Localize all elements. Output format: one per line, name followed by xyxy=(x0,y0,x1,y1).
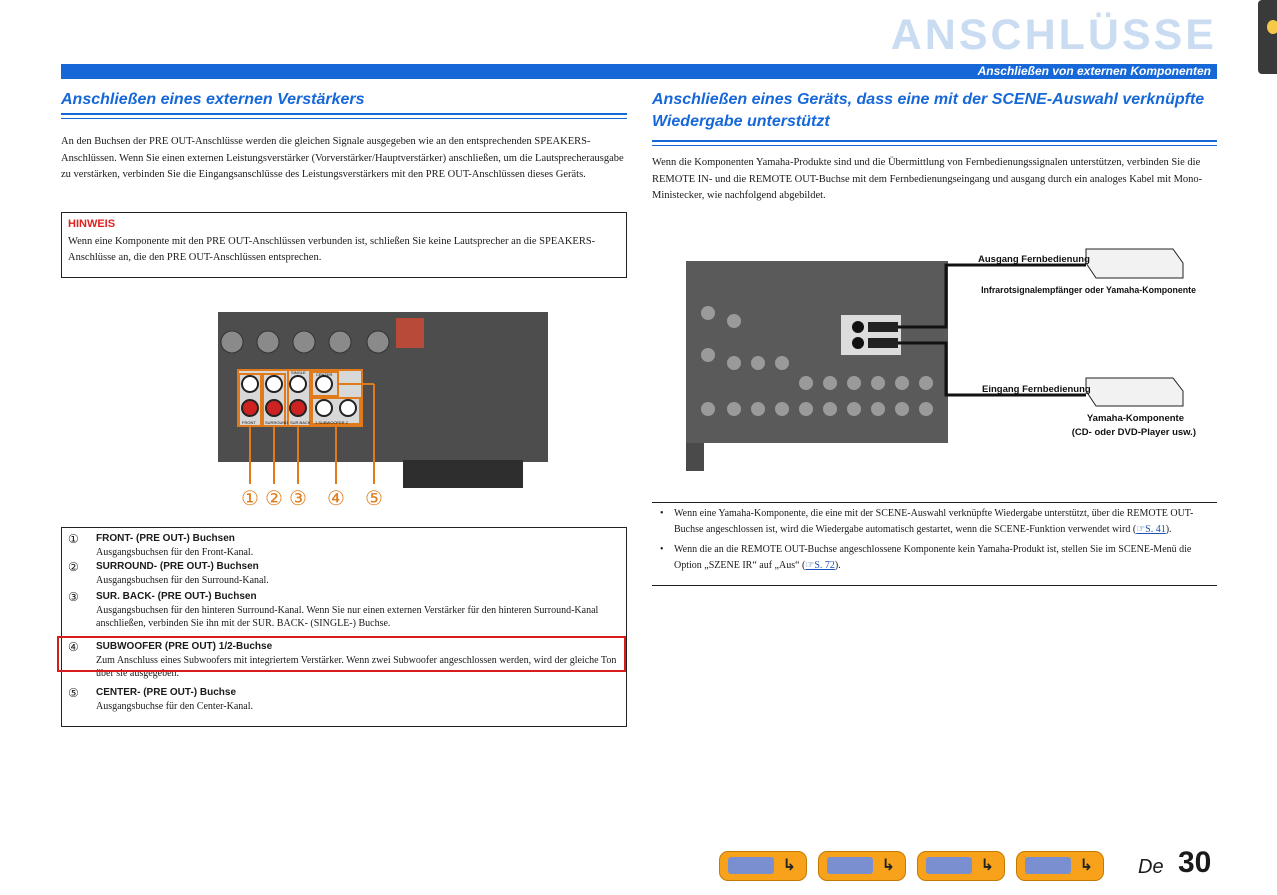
right-title-rule xyxy=(652,140,1217,146)
note-text: Wenn eine Yamaha-Komponente, die eine mit der SCENE-Auswahl verknüpfte Wiedergabe unterstützt, über die REMOTE OUT-Buchse angeschlossen ist, wird die Wiedergabe automatisch gestartet, wenn die SCENE-Funktion verwendet wird ( xyxy=(674,508,1194,535)
nav-menu-button[interactable] xyxy=(818,851,906,881)
item-desc: Ausgangsbuchsen für den Surround-Kanal. xyxy=(96,575,269,586)
note-text: Wenn die an die REMOTE OUT-Buchse angeschlossene Komponente kein Yamaha-Produkt ist, stellen Sie im SCENE-Menü die Option „SZENE IR“ auf „Aus“ ( xyxy=(674,544,1192,571)
return-arrow-icon: ↳ xyxy=(782,855,796,874)
device-ir-receiver xyxy=(1086,249,1183,278)
item-number: ② xyxy=(68,560,79,574)
right-title-line-1: Anschließen eines Geräts, dass eine mit der SCENE-Auswahl verknüpfte xyxy=(652,91,1205,108)
label-surround: SURROUND xyxy=(265,420,289,425)
left-section-title: Anschließen eines externen Verstärkers xyxy=(61,91,365,108)
hinweis-box xyxy=(61,212,627,278)
page-ref-link[interactable]: ☞S. 72 xyxy=(805,560,835,571)
note-text-end: ). xyxy=(834,560,841,571)
nav-remote-button[interactable] xyxy=(1016,851,1104,881)
label-remote-in: Eingang Fernbedienung xyxy=(982,384,1091,395)
label-device-1: Infrarotsignalempfänger oder Yamaha-Komponente xyxy=(981,285,1196,295)
callout-4: ④ xyxy=(327,486,345,510)
notes-box xyxy=(652,502,1217,586)
device-yamaha-component xyxy=(1086,378,1183,406)
item-title: FRONT- (PRE OUT-) Buchsen xyxy=(96,533,235,544)
receiver-foot xyxy=(686,443,704,471)
side-tab[interactable] xyxy=(1258,0,1277,74)
label-device-2-sub: (CD- oder DVD-Player usw.) xyxy=(1071,427,1196,438)
language-code: De xyxy=(1138,856,1164,878)
bullet-icon: • xyxy=(660,544,664,555)
note-text-end: ). xyxy=(1165,524,1172,535)
item-desc: Ausgangsbuchsen für den Front-Kanal. xyxy=(96,547,254,558)
page-title: ANSCHLÜSSE xyxy=(890,11,1217,59)
label-device-2: Yamaha-Komponente xyxy=(1086,413,1184,424)
callout-1: ① xyxy=(241,486,259,510)
left-title-rule xyxy=(61,113,627,119)
right-title-line-2: Wiedergabe unterstützt xyxy=(652,113,830,130)
highlight-box xyxy=(57,636,626,672)
hinweis-title: HINWEIS xyxy=(68,218,116,230)
item-desc: Zum Anschluss eines Subwoofers mit integriertem Verstärker. Wenn zwei Subwoofer angeschlossen werden, wird der gleiche Ton über sie ausgegeben. xyxy=(96,655,617,679)
nav-display-button[interactable] xyxy=(917,851,1005,881)
setup-nav-icon xyxy=(728,857,774,874)
label-front: FRONT xyxy=(242,420,256,425)
receiver-rear-panel xyxy=(686,261,948,443)
remote-nav-icon xyxy=(1025,857,1071,874)
item-desc: Ausgangsbuchse für den Center-Kanal. xyxy=(96,701,253,712)
return-arrow-icon: ↳ xyxy=(1079,855,1093,874)
item-title: SURROUND- (PRE OUT-) Buchsen xyxy=(96,561,259,572)
item-title: SUR. BACK- (PRE OUT-) Buchsen xyxy=(96,591,257,602)
speaker-impedance-switch xyxy=(396,318,424,348)
lightbulb-icon xyxy=(1267,20,1277,34)
mini-plug-out xyxy=(868,322,898,332)
pre-out-list xyxy=(61,527,627,727)
page-number: 30 xyxy=(1178,846,1212,879)
item-number: ⑤ xyxy=(68,686,79,700)
header-bar xyxy=(61,64,1217,79)
menu-nav-icon xyxy=(827,857,873,874)
callout-3: ③ xyxy=(289,486,307,510)
nav-setup-button[interactable] xyxy=(719,851,807,881)
return-arrow-icon: ↳ xyxy=(980,855,994,874)
right-section-title xyxy=(652,89,1217,133)
item-number: ③ xyxy=(68,590,79,604)
item-title: CENTER- (PRE OUT-) Buchse xyxy=(96,687,237,698)
remote-out-jack xyxy=(852,337,864,349)
right-intro-text: Wenn die Komponenten Yamaha-Produkte sind und die Übermittlung von Fernbedienungssignalen unterstützen, verbinden Sie die REMOTE IN- und die REMOTE OUT-Buchse mit dem Fernbedienungseingang und ausgang durch ein analoges Kabel mit Mono-Ministecker, wie nachfolgend abgebildet. xyxy=(652,157,1203,201)
label-single: SINGLE xyxy=(291,370,306,375)
label-subwoofer: 1 SUBWOOFER 2 xyxy=(315,420,348,425)
receiver-foot xyxy=(403,460,523,488)
item-title: SUBWOOFER (PRE OUT) 1/2-Buchse xyxy=(96,641,273,652)
remote-jack-panel xyxy=(841,315,901,355)
mini-plug-in xyxy=(868,338,898,348)
callout-2: ② xyxy=(265,486,283,510)
return-arrow-icon: ↳ xyxy=(881,855,895,874)
item-desc: Ausgangsbuchsen für den hinteren Surround-Kanal. Wenn Sie nur einen externen Verstärker für den hinteren Surround-Kanal anschließen, verbinden Sie ihn mit der SUR. BACK- (SINGLE-) Buchse. xyxy=(96,605,599,629)
remote-in-jack xyxy=(852,321,864,333)
hinweis-text: Wenn eine Komponente mit den PRE OUT-Anschlüssen verbunden ist, schließen Sie keine Lautsprecher an die SPEAKERS-Anschlüsse an, die den PRE OUT-Anschlüssen entsprechen. xyxy=(68,236,596,263)
item-number: ① xyxy=(68,532,79,546)
callout-5: ⑤ xyxy=(365,486,383,510)
header-subtitle: Anschließen von externen Komponenten xyxy=(977,64,1211,78)
label-sur-back: SUR.BACK xyxy=(290,420,311,425)
page-ref-link[interactable]: ☞S. 41 xyxy=(1136,524,1166,535)
left-intro-text: An den Buchsen der PRE OUT-Anschlüsse werden die gleichen Signale ausgegeben wie an den entsprechenden SPEAKERS-Anschlüssen. Wenn Sie einen externen Leistungsverstärker (Vorverstärker/Hauptverstärker) anschließen, um die Lautsprecherausgabe zu verstärken, verbinden Sie die Eingangsanschlüsse des Leistungsverstärkers mit den PRE OUT-Anschlüssen dieses Geräts. xyxy=(61,136,624,180)
label-center: CENTER xyxy=(316,372,333,377)
bullet-icon: • xyxy=(660,508,664,519)
pre-out-figure xyxy=(218,312,558,512)
label-remote-out: Ausgang Fernbedienung xyxy=(978,254,1090,265)
remote-connection-diagram xyxy=(686,243,1216,473)
item-number: ④ xyxy=(68,640,79,654)
display-nav-icon xyxy=(926,857,972,874)
